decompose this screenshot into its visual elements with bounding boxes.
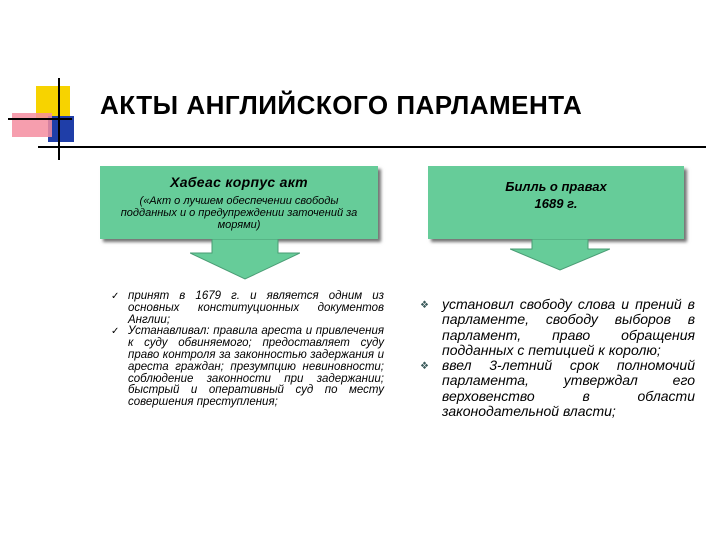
left-down-arrow-icon <box>190 239 300 283</box>
title-underline <box>38 146 706 148</box>
list-item: ❖ установил свободу слова и прений в парламенте, свободу выборов в парламент, право обращения подданных с петицией к королю; <box>420 296 695 358</box>
habeas-corpus-box <box>100 166 378 239</box>
page-title: АКТЫ АНГЛИЙСКОГО ПАРЛАМЕНТА <box>100 90 583 120</box>
bill-of-rights-list <box>420 296 695 420</box>
habeas-corpus-list <box>111 290 384 409</box>
right-down-arrow-icon <box>510 239 610 273</box>
bill-of-rights-box <box>428 166 684 239</box>
list-item: ❖ ввел 3-летний срок полномочий парламента, утверждал его верховенство в области законодательной власти; <box>420 357 695 420</box>
logo-horizontal-line <box>8 118 72 120</box>
check-mark-icon: ✓ <box>111 326 120 338</box>
diamond-bullet-icon: ❖ <box>420 300 429 311</box>
list-item: ✓ принят в 1679 г. и является одним из основных конституционных документов Англии; <box>111 290 384 326</box>
list-item: ✓ Устанавливал: правила ареста и привлечения к суду обвиняемого; предоставляет суду право контроля за законностью задержания и ареста граждан; презумпцию невиновности; соблюдение законности при задержании; быстрый и оперативный суд по месту совершения преступления; <box>111 325 384 409</box>
diamond-bullet-icon: ❖ <box>420 361 429 373</box>
bill-of-rights-title: Билль о правах 1689 г. <box>505 179 607 211</box>
habeas-corpus-title: Хабеас корпус акт <box>170 174 308 190</box>
habeas-corpus-subtitle: («Акт о лучшем обеспечении свободы подданных и о предупреждении заточений за морями) <box>120 195 358 231</box>
check-mark-icon: ✓ <box>111 291 120 302</box>
logo-pink-square <box>12 113 52 137</box>
